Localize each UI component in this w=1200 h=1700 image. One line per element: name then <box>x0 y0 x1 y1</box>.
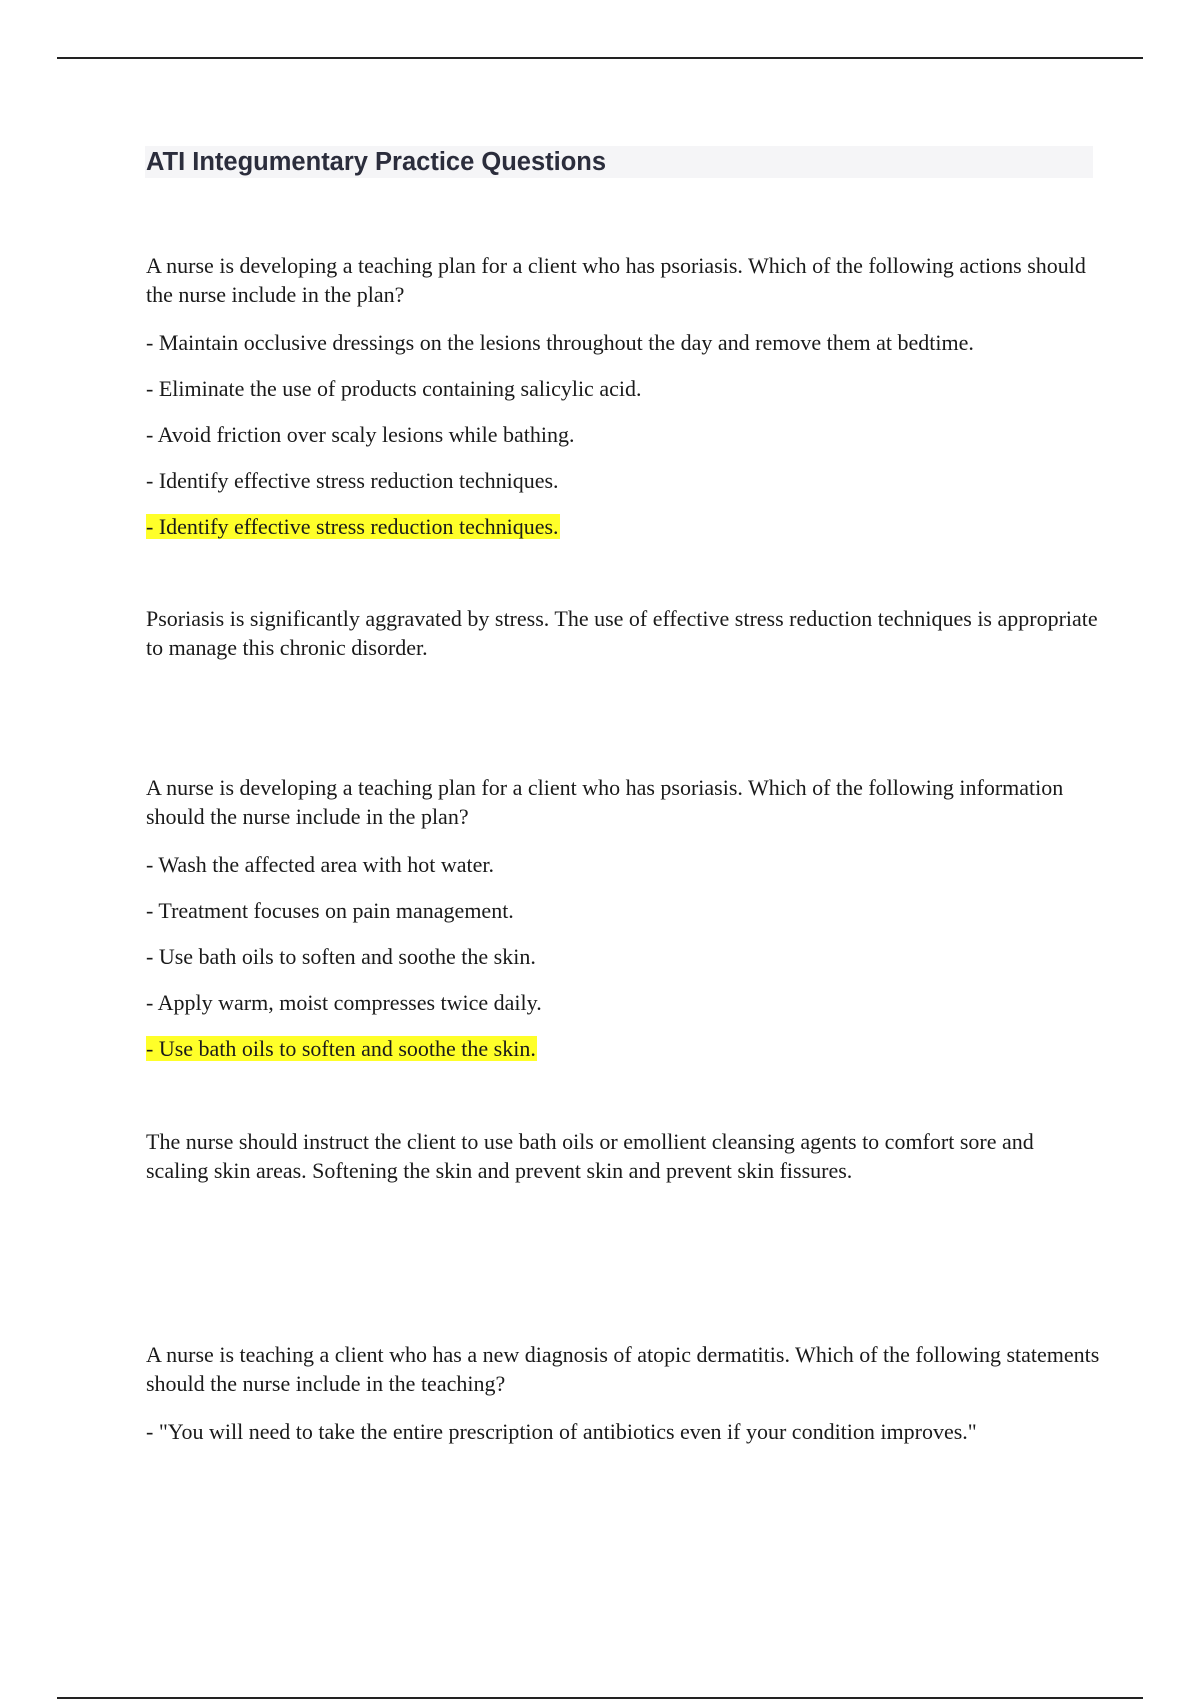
question-2-option-1: - Wash the affected area with hot water. <box>146 852 495 877</box>
question-1-text: A nurse is developing a teaching plan for a client who has psoriasis. Which of the following actions should the nurse include in the plan? <box>146 253 1086 307</box>
top-rule <box>57 57 1143 59</box>
question-1-option-4: - Identify effective stress reduction techniques. <box>146 468 559 493</box>
document-title: ATI Integumentary Practice Questions <box>146 148 607 176</box>
question-3-text: A nurse is teaching a client who has a new diagnosis of atopic dermatitis. Which of the following statements should the nurse include in the teaching? <box>146 1342 1100 1396</box>
question-2-option-3: - Use bath oils to soften and soothe the skin. <box>146 944 536 969</box>
question-2-option-2: - Treatment focuses on pain management. <box>146 898 514 923</box>
question-1-option-3: - Avoid friction over scaly lesions while bathing. <box>146 422 575 447</box>
question-2-rationale: The nurse should instruct the client to use bath oils or emollient cleansing agents to comfort sore and scaling skin areas. Softening the skin and prevent skin and prevent skin fissures. <box>146 1129 1034 1183</box>
question-2-option-4: - Apply warm, moist compresses twice daily. <box>146 990 542 1015</box>
question-1-answer: - Identify effective stress reduction techniques. <box>146 514 559 539</box>
bottom-rule <box>57 1697 1143 1699</box>
question-1-rationale: Psoriasis is significantly aggravated by stress. The use of effective stress reduction techniques is appropriate to manage this chronic disorder. <box>146 606 1098 660</box>
question-2-text: A nurse is developing a teaching plan for a client who has psoriasis. Which of the following information should the nurse include in the plan? <box>146 775 1064 829</box>
question-1-option-2: - Eliminate the use of products containing salicylic acid. <box>146 376 642 401</box>
question-1-option-1: - Maintain occlusive dressings on the lesions throughout the day and remove them at bedtime. <box>146 330 974 355</box>
question-2-answer: - Use bath oils to soften and soothe the skin. <box>146 1036 536 1061</box>
question-3-option-1: - "You will need to take the entire prescription of antibiotics even if your condition improves." <box>146 1419 977 1444</box>
